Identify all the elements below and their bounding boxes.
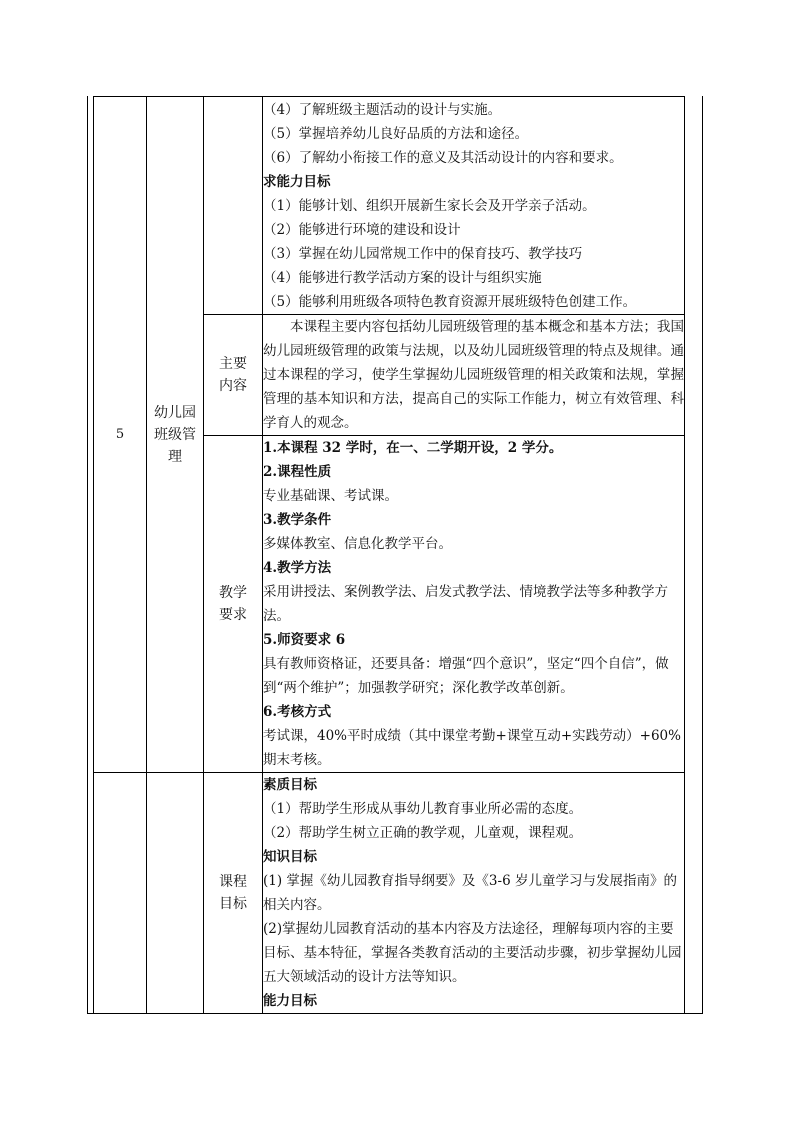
- ability-heading: 求能力目标: [263, 173, 331, 190]
- teach-heading: 4.教学方法: [263, 560, 332, 576]
- goals-label-cell: [204, 97, 263, 315]
- ability-line: （2）能够进行环境的建设和设计: [263, 221, 461, 238]
- quality-line: （1）帮助学生形成从事幼儿教育事业所必需的态度。: [263, 801, 583, 817]
- course6-goals-row: [94, 773, 685, 1014]
- teach-label-text: 教学 要求: [219, 585, 247, 623]
- teach-heading: 3.教学条件: [263, 512, 332, 528]
- teach-heading: 6.考核方式: [263, 704, 332, 720]
- teach-text: 具有教师资格证，还要具备：增强“四个意识”，坚定“四个自信”，做到“两个维护”；加强教学研究；深化教学改革创新。: [263, 656, 669, 696]
- teach-heading: 5.师资要求 6: [263, 632, 346, 648]
- teach-text: 采用讲授法、案例教学法、启发式教学法、情境教学法等多种教学方法。: [263, 584, 668, 624]
- course-table: [93, 96, 685, 1014]
- main-content-label: [204, 315, 263, 436]
- ability-line: （5）能够利用班级各项特色教育资源开展班级特色创建工作。: [263, 293, 637, 310]
- course-name-text: 幼儿园 班级管 理: [154, 404, 196, 465]
- main-content-label-text: 主要 内容: [219, 356, 247, 394]
- goals-content: [263, 97, 685, 315]
- course-goals-label-text: 课程 目标: [219, 874, 247, 912]
- course6-name-cell: [147, 773, 204, 1014]
- teach-heading: 2.课程性质: [263, 464, 332, 480]
- knowledge-text: (2)掌握幼儿园教育活动的基本内容及方法途径，理解每项内容的主要目标、基本特征，掌握各类教育活动的主要活动步骤，初步掌握幼儿园五大领域活动的设计方法等知识。: [263, 921, 682, 985]
- course-goals-label: [204, 773, 263, 1014]
- ability-line: （4）能够进行教学活动方案的设计与组织实施: [263, 269, 542, 286]
- course-name: [147, 97, 204, 773]
- main-content: [263, 315, 685, 436]
- quality-line: （2）帮助学生树立正确的教学观，儿童观，课程观。: [263, 825, 583, 841]
- goal-line: （5）掌握培养幼儿良好品质的方法和途径。: [263, 125, 529, 142]
- teach-text: 多媒体教室、信息化教学平台。: [263, 536, 452, 552]
- main-content-text: 本课程主要内容包括幼儿园班级管理的基本概念和基本方法；我国幼儿园班级管理的政策与法规，以及幼儿园班级管理的特点及规律。通过本课程的学习，使学生掌握幼儿园班级管理的相关政策和法规，掌握管理的基本知识和方法，提高自己的实际工作能力，树立有效管理、科学育人的观念。: [263, 319, 684, 431]
- goal-line: （4）了解班级主题活动的设计与实施。: [263, 101, 502, 118]
- course6-number-cell: [94, 773, 147, 1014]
- teach-label: [204, 436, 263, 773]
- goal-line: （6）了解幼小衔接工作的意义及其活动设计的内容和要求。: [263, 149, 623, 166]
- course-number: 5: [94, 97, 147, 773]
- quality-heading: 素质目标: [263, 777, 317, 793]
- teach-text: 专业基础课、考试课。: [263, 488, 398, 504]
- knowledge-heading: 知识目标: [263, 849, 317, 865]
- ability-line: （3）掌握在幼儿园常规工作中的保育技巧、教学技巧: [263, 245, 583, 262]
- course6-goals-content: [263, 773, 685, 1014]
- teach-content: [263, 436, 685, 773]
- teach-text: 考试课，40%平时成绩（其中课堂考勤+课堂互动+实践劳动）+60%期末考核。: [263, 728, 681, 768]
- ability-line: （1）能够计划、组织开展新生家长会及开学亲子活动。: [263, 197, 596, 214]
- teach-heading: 1.本课程 32 学时，在一、二学期开设，2 学分。: [263, 440, 563, 456]
- ability-heading: 能力目标: [263, 993, 317, 1009]
- course5-goals-row: [94, 97, 685, 315]
- knowledge-text: (1) 掌握《幼儿园教育指导纲要》及《3-6 岁儿童学习与发展指南》的相关内容。: [263, 873, 677, 913]
